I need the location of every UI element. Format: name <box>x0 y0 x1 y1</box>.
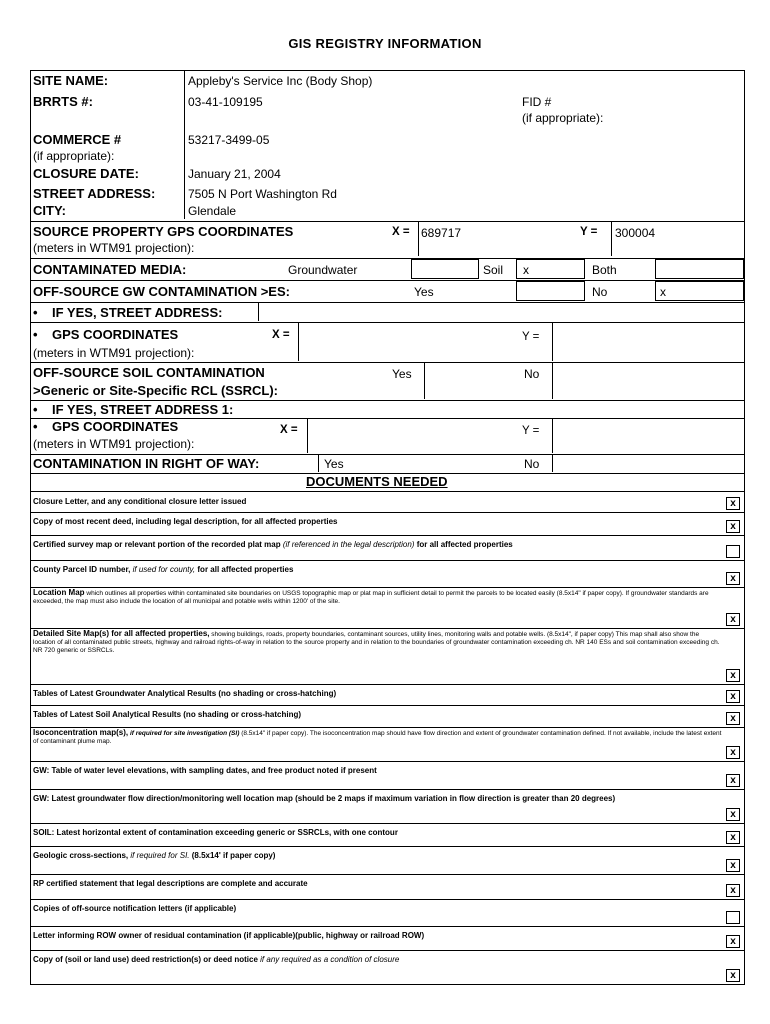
document-row <box>31 705 744 727</box>
y-field-edge <box>552 323 553 361</box>
divider-line <box>31 258 744 259</box>
source-gps-note: (meters in WTM91 projection): <box>33 241 195 255</box>
gps-coordinates-label: GPS COORDINATES <box>52 327 179 342</box>
document-text: Tables of Latest Soil Analytical Results (no shading or cross-hatching) <box>33 710 302 719</box>
document-note: if required for SI. <box>130 851 190 860</box>
document-checkbox[interactable]: x <box>726 774 740 787</box>
document-text <box>33 517 723 526</box>
document-text2: for all affected properties <box>416 540 513 549</box>
fid-note: (if appropriate): <box>522 111 604 125</box>
soil-label: Soil <box>483 263 504 277</box>
document-text <box>33 851 723 860</box>
gps-x-label: X = <box>272 329 290 341</box>
document-text <box>33 828 723 837</box>
if-yes-street-label: IF YES, STREET ADDRESS: <box>52 305 223 320</box>
document-checkbox[interactable]: x <box>726 884 740 897</box>
document-text <box>33 589 723 606</box>
document-lead: Location Map <box>33 589 85 597</box>
soil-mark: x <box>523 263 529 277</box>
document-note: (if referenced in the legal description) <box>282 540 415 549</box>
document-text: Tables of Latest Groundwater Analytical Results (no shading or cross-hatching) <box>33 689 337 698</box>
document-text: showing buildings, roads, property boundaries, contaminant sources, utility lines, monitoring walls and potable wells. (8.5x14", if paper copy) This map shall also show the location of all contaminated public streets, highway and railroad rights-of-way in relation to the source property and in relation to the boundaries of groundwater contamination exceeding ch. NR 140 ESs and soil contamination exceeding ch. NR 720 generic or SSRCLs. <box>33 631 720 654</box>
document-text: Letter informing ROW owner of residual contamination (if applicable)(public, highway or railroad ROW) <box>33 931 425 940</box>
document-text <box>33 710 723 719</box>
document-text <box>33 766 723 775</box>
document-text <box>33 630 723 655</box>
document-row <box>31 560 744 587</box>
document-text <box>33 879 723 888</box>
document-note: if required for site investigation (SI) <box>129 730 240 737</box>
groundwater-checkbox[interactable] <box>411 259 479 279</box>
offsource-gw-label: OFF-SOURCE GW CONTAMINATION >ES: <box>33 284 290 299</box>
document-checkbox[interactable]: x <box>726 690 740 703</box>
field-edge <box>552 455 553 472</box>
offsource-soil-label: OFF-SOURCE SOIL CONTAMINATION <box>33 365 265 380</box>
document-checkbox[interactable]: x <box>726 497 740 510</box>
document-row <box>31 823 744 846</box>
divider-line <box>31 221 744 222</box>
both-checkbox[interactable] <box>655 259 744 279</box>
divider-line <box>31 362 744 363</box>
document-checkbox[interactable]: x <box>726 746 740 759</box>
soil-yes-label: Yes <box>392 367 412 381</box>
document-text <box>33 955 723 964</box>
page-title: GIS REGISTRY INFORMATION <box>288 36 482 51</box>
document-row <box>31 926 744 950</box>
document-text: Copies of off-source notification letters (if applicable) <box>33 904 237 913</box>
documents-needed-heading: DOCUMENTS NEEDED <box>306 474 448 489</box>
gw-no-label: No <box>592 285 608 299</box>
document-text: Geologic cross-sections, <box>33 851 129 860</box>
bullet-icon: • <box>33 419 38 434</box>
commerce-note: (if appropriate): <box>33 149 115 163</box>
gw-yes-checkbox[interactable] <box>516 281 585 301</box>
city-label: CITY: <box>33 203 66 218</box>
divider-line <box>31 454 744 455</box>
field-edge <box>258 303 259 321</box>
document-row <box>31 684 744 705</box>
document-text: Closure Letter, and any conditional closure letter issued <box>33 497 247 506</box>
source-y-label: Y = <box>580 226 598 238</box>
street-address-value: 7505 N Port Washington Rd <box>188 187 337 201</box>
document-row <box>31 492 744 512</box>
gps-x-label-2: X = <box>280 424 298 436</box>
divider-line <box>31 280 744 281</box>
document-text <box>33 565 723 574</box>
closure-date-label: CLOSURE DATE: <box>33 166 139 181</box>
row-yes-label: Yes <box>324 457 344 471</box>
x-field-edge <box>307 419 308 453</box>
document-row <box>31 846 744 874</box>
gw-yes-label: Yes <box>414 285 434 299</box>
document-checkbox[interactable]: x <box>726 572 740 585</box>
document-checkbox[interactable]: x <box>726 712 740 725</box>
document-row <box>31 512 744 535</box>
document-checkbox[interactable]: x <box>726 669 740 682</box>
document-checkbox[interactable]: x <box>726 969 740 982</box>
bullet-icon: • <box>33 305 38 320</box>
gw-no-mark: x <box>660 285 666 299</box>
document-text <box>33 931 723 940</box>
document-text: Certified survey map or relevant portion of the recorded plat map <box>33 540 281 549</box>
x-field-edge <box>418 222 419 256</box>
document-text <box>33 497 723 506</box>
document-note: if any required as a condition of closure <box>260 955 400 964</box>
document-note: if used for county, <box>132 565 196 574</box>
source-y-value: 300004 <box>615 226 656 240</box>
brrts-label: BRRTS #: <box>33 94 93 109</box>
y-field-edge <box>611 222 612 256</box>
document-text <box>33 794 723 803</box>
document-lead: Isoconcentration map(s), <box>33 729 129 737</box>
contaminated-media-label: CONTAMINATED MEDIA: <box>33 262 187 277</box>
document-row <box>31 789 744 823</box>
gps-wtm-note: (meters in WTM91 projection): <box>33 346 195 360</box>
x-field-edge <box>298 323 299 361</box>
document-text <box>33 689 723 698</box>
document-row <box>31 628 744 684</box>
field-edge <box>318 455 319 472</box>
divider-line <box>31 400 744 401</box>
document-lead: Detailed Site Map(s) for all affected properties, <box>33 630 210 638</box>
row-no-label: No <box>524 457 540 471</box>
divider-line <box>31 302 744 303</box>
document-text: SOIL: Latest horizontal extent of contamination exceeding generic or SSRCLs, with one contour <box>33 828 398 837</box>
brrts-value: 03-41-109195 <box>188 95 263 109</box>
gw-no-checkbox[interactable] <box>655 281 744 301</box>
document-text <box>33 540 723 549</box>
document-text: RP certified statement that legal descriptions are complete and accurate <box>33 879 308 888</box>
document-row <box>31 587 744 628</box>
source-x-value: 689717 <box>421 226 462 240</box>
document-text2: (8.5x14' if paper copy) <box>191 851 276 860</box>
document-text: GW: Latest groundwater flow direction/monitoring well location map (should be 2 maps if maximum variation in flow direction is greater than 20 degrees) <box>33 794 616 803</box>
document-checkbox[interactable]: x <box>726 520 740 533</box>
source-gps-label: SOURCE PROPERTY GPS COORDINATES <box>33 224 294 239</box>
document-checkbox[interactable] <box>726 911 740 924</box>
header-divider <box>184 71 185 219</box>
if-yes-street1-label: IF YES, STREET ADDRESS 1: <box>52 402 234 417</box>
document-checkbox[interactable] <box>726 545 740 558</box>
fid-label: FID # <box>522 95 552 109</box>
document-checkbox[interactable]: x <box>726 831 740 844</box>
document-text: GW: Table of water level elevations, with sampling dates, and free product noted if present <box>33 766 377 775</box>
document-checkbox[interactable]: x <box>726 613 740 626</box>
bullet-icon: • <box>33 402 38 417</box>
street-address-label: STREET ADDRESS: <box>33 186 156 201</box>
commerce-value: 53217-3499-05 <box>188 133 270 147</box>
field-edge <box>424 363 425 399</box>
document-text: Copy of (soil or land use) deed restriction(s) or deed notice <box>33 955 258 964</box>
commerce-label: COMMERCE # <box>33 132 122 147</box>
document-checkbox[interactable]: x <box>726 859 740 872</box>
document-text: (8.5x14" if paper copy). The isoconcentration map should have flow direction and extent of groundwater contamination defined. If not available, include the latest extent of contaminant plume map. <box>33 730 722 745</box>
document-text: County Parcel ID number, <box>33 565 131 574</box>
document-row <box>31 727 744 761</box>
document-checkbox[interactable]: x <box>726 808 740 821</box>
divider-line <box>31 322 744 323</box>
document-text: which outlines all properties within contaminated site boundaries on USGS topographic map or plat map in sufficient detail to permit the parcels to be located easily (8.5x14" if paper copy). If groundwater standards are exceeded, the map must also include the location of all municipal and potable wells within 1200' of the site. <box>33 590 709 605</box>
source-x-label: X = <box>392 226 410 238</box>
document-checkbox[interactable]: x <box>726 935 740 948</box>
city-value: Glendale <box>188 204 237 218</box>
document-row <box>31 535 744 560</box>
document-text <box>33 904 723 913</box>
gps-y-label: Y = <box>522 331 540 343</box>
field-edge <box>552 363 553 399</box>
site-name-value: Appleby's Service Inc (Body Shop) <box>188 74 373 88</box>
both-label: Both <box>592 263 617 277</box>
soil-no-label: No <box>524 367 540 381</box>
generic-rcl-label: >Generic or Site-Specific RCL (SSRCL): <box>33 383 279 398</box>
gps-coordinates-label-2: GPS COORDINATES <box>52 419 179 434</box>
document-text2: for all affected properties <box>197 565 294 574</box>
gps-wtm-note-2: (meters in WTM91 projection): <box>33 437 195 451</box>
document-row <box>31 899 744 926</box>
site-name-label: SITE NAME: <box>33 73 109 88</box>
gps-y-label-2: Y = <box>522 425 540 437</box>
groundwater-label: Groundwater <box>288 263 358 277</box>
document-text: Copy of most recent deed, including legal description, for all affected properties <box>33 517 338 526</box>
y-field-edge <box>552 419 553 453</box>
bullet-icon: • <box>33 327 38 342</box>
document-row <box>31 874 744 899</box>
closure-date-value: January 21, 2004 <box>188 167 281 181</box>
row-contamination-label: CONTAMINATION IN RIGHT OF WAY: <box>33 456 260 471</box>
document-row <box>31 950 744 984</box>
document-text <box>33 729 723 746</box>
document-row <box>31 761 744 789</box>
